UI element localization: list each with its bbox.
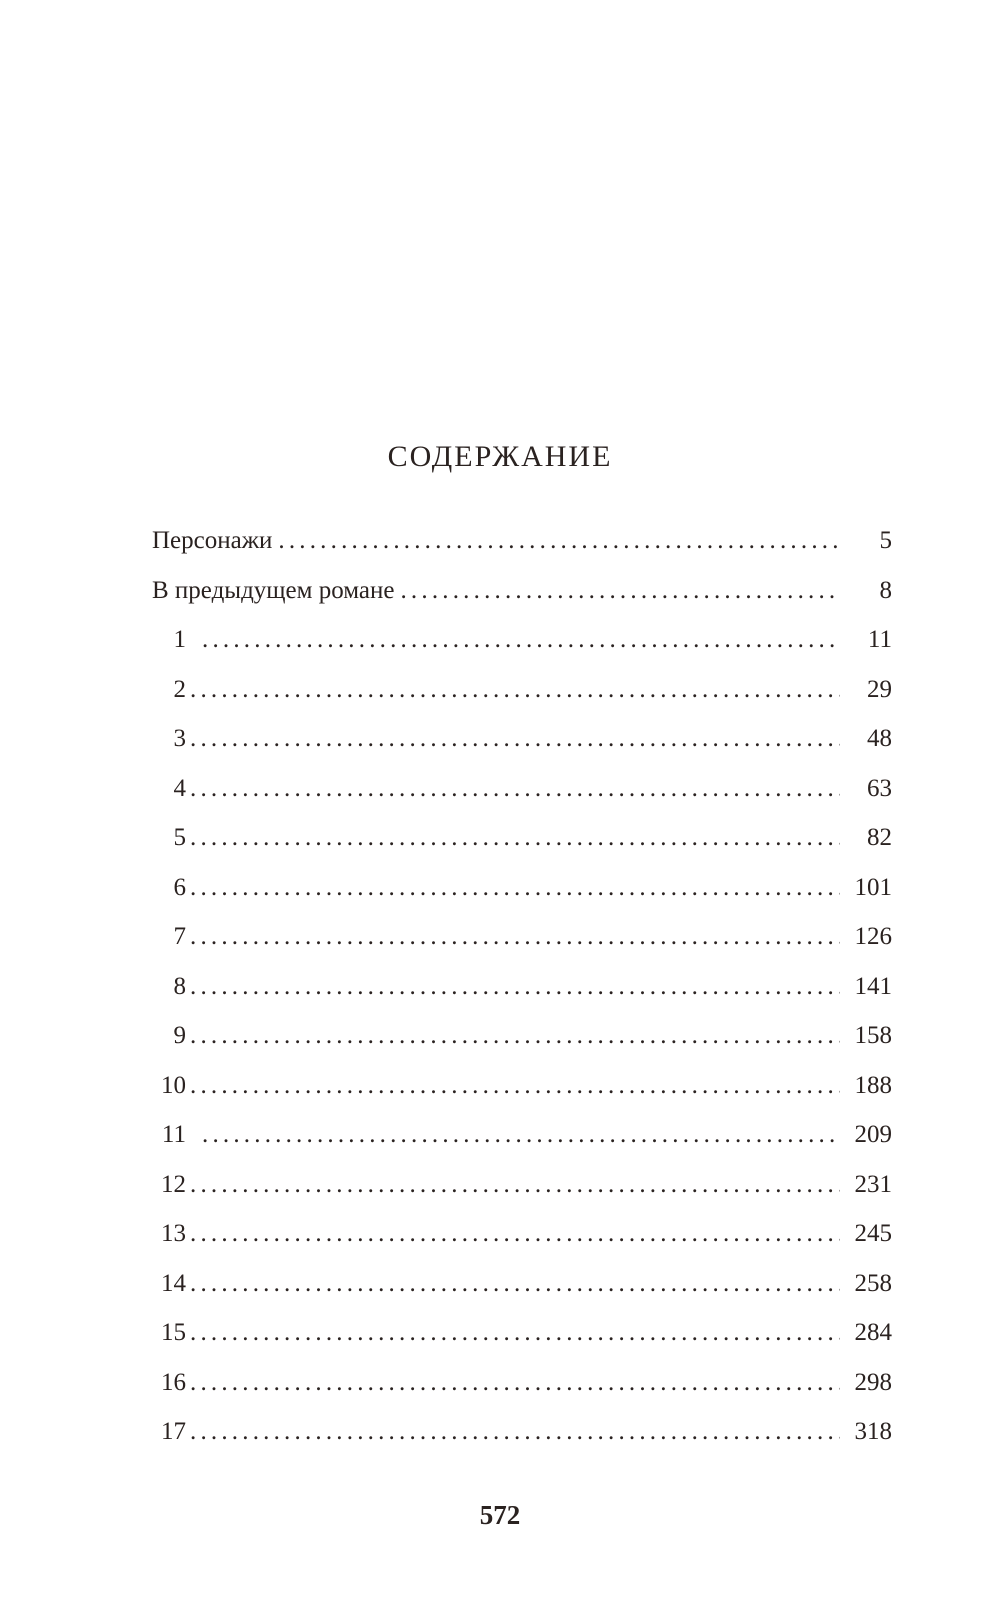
toc-entry-label: 5 xyxy=(173,824,186,851)
toc-entry-page: 5 xyxy=(879,527,892,554)
toc-entry-page: 258 xyxy=(854,1269,892,1297)
dot-leader xyxy=(190,923,840,951)
toc-entry-chapter-7[interactable] xyxy=(152,923,892,973)
toc-entry-chapter-17[interactable] xyxy=(152,1418,892,1468)
toc-entry-label: 1 xyxy=(173,626,186,653)
toc-entry-chapter-12[interactable] xyxy=(152,1171,892,1221)
page-number: 572 xyxy=(479,1500,521,1530)
dot-leader xyxy=(190,1319,840,1347)
dot-leader xyxy=(190,676,840,704)
dot-leader xyxy=(190,1072,840,1100)
dot-leader xyxy=(400,577,840,605)
toc-entry-page: 48 xyxy=(867,725,892,752)
toc-entry-label: Персонажи xyxy=(152,527,273,554)
dot-leader xyxy=(190,1270,840,1298)
toc-entry-label: 10 xyxy=(161,1071,186,1099)
toc-entry-page: 209 xyxy=(854,1121,892,1148)
toc-entry-chapter-2[interactable] xyxy=(152,676,892,726)
toc-entry-chapter-13[interactable] xyxy=(152,1220,892,1270)
toc-entry-page: 82 xyxy=(867,824,892,851)
toc-entry-page: 231 xyxy=(854,1170,892,1198)
toc-entry-label: 17 xyxy=(161,1418,186,1445)
toc-entry-label: 15 xyxy=(161,1319,186,1346)
toc-entry-chapter-14[interactable] xyxy=(152,1270,892,1320)
toc-entry-page: 63 xyxy=(867,774,892,802)
toc-entry-label: В предыдущем романе xyxy=(152,576,395,604)
toc-entry-label: 14 xyxy=(161,1269,186,1297)
toc-entry-label: 3 xyxy=(173,725,186,752)
toc-entry-chapter-1[interactable] xyxy=(152,626,892,676)
dot-leader xyxy=(190,775,840,803)
toc-entry-page: 318 xyxy=(854,1418,892,1445)
toc-entry-page: 158 xyxy=(854,1022,892,1049)
page-title: СОДЕРЖАНИЕ xyxy=(387,440,613,473)
toc-entry-label: 13 xyxy=(161,1220,186,1247)
dot-leader xyxy=(190,973,840,1001)
toc-entry-chapter-10[interactable] xyxy=(152,1072,892,1122)
dot-leader xyxy=(190,1418,840,1446)
toc-entry-chapter-6[interactable] xyxy=(152,874,892,924)
toc-entry-chapter-3[interactable] xyxy=(152,725,892,775)
toc-entry-chapter-5[interactable] xyxy=(152,824,892,874)
toc-entry-previous-novel[interactable] xyxy=(152,577,892,627)
dot-leader xyxy=(190,1022,840,1050)
dot-leader xyxy=(202,1121,840,1149)
dot-leader xyxy=(190,1220,840,1248)
dot-leader xyxy=(190,1171,840,1199)
dot-leader xyxy=(202,626,840,654)
toc-entry-page: 245 xyxy=(854,1220,892,1247)
toc-entry-chapter-15[interactable] xyxy=(152,1319,892,1369)
toc-entry-chapter-11[interactable] xyxy=(152,1121,892,1171)
toc-entry-page: 101 xyxy=(854,873,892,901)
toc-entry-page: 298 xyxy=(854,1368,892,1396)
toc-entry-label: 11 xyxy=(161,1121,186,1148)
toc-entry-page: 284 xyxy=(854,1319,892,1346)
toc-entry-page: 188 xyxy=(854,1071,892,1099)
toc-entry-label: 7 xyxy=(173,923,186,950)
toc-entry-page: 29 xyxy=(867,675,892,703)
toc-entry-page: 8 xyxy=(879,576,892,604)
dot-leader xyxy=(190,725,840,753)
toc-entry-label: 9 xyxy=(173,1022,186,1049)
toc-entry-chapter-16[interactable] xyxy=(152,1369,892,1419)
toc-entry-label: 2 xyxy=(173,675,186,703)
dot-leader xyxy=(190,824,840,852)
dot-leader xyxy=(190,1369,840,1397)
toc-entry-label: 12 xyxy=(161,1170,186,1198)
toc-entry-label: 4 xyxy=(173,774,186,802)
toc-entry-chapter-9[interactable] xyxy=(152,1022,892,1072)
toc-entry-label: 8 xyxy=(173,972,186,1000)
toc-entry-page: 11 xyxy=(867,626,892,653)
table-of-contents xyxy=(152,527,892,1468)
dot-leader xyxy=(278,527,840,555)
toc-entry-page: 141 xyxy=(854,972,892,1000)
dot-leader xyxy=(190,874,840,902)
toc-entry-chapter-4[interactable] xyxy=(152,775,892,825)
toc-entry-characters[interactable] xyxy=(152,527,892,577)
toc-entry-chapter-8[interactable] xyxy=(152,973,892,1023)
toc-entry-page: 126 xyxy=(854,923,892,950)
toc-entry-label: 16 xyxy=(161,1368,186,1396)
toc-entry-label: 6 xyxy=(173,873,186,901)
